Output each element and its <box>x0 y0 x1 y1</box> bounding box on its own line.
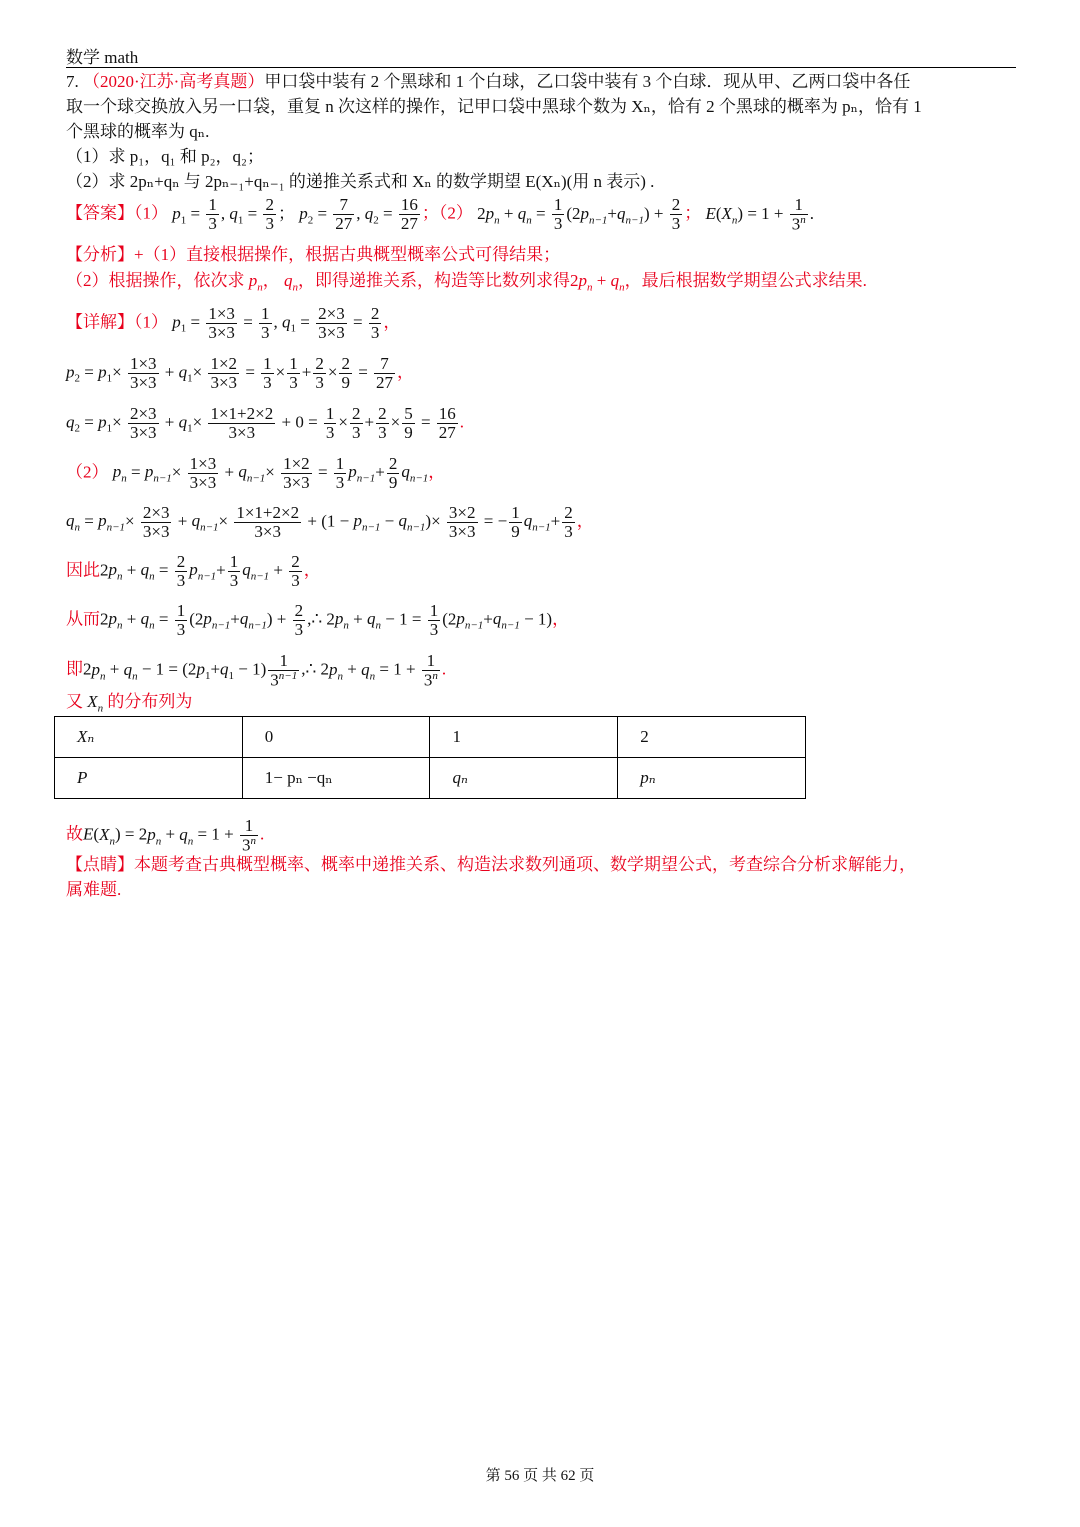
table-cell: pₙ <box>618 758 806 799</box>
dist-intro-a: 又 <box>66 692 83 711</box>
detail-line-7: 从而$2p_n + q_n$ = $\frac{1}{3}$ $(2p_{n-1}+q_{n-1})$ + $\frac{2}{3}$ ,∴ $2p_n + q_n - 1$ = $\frac{1}{3}$ $(2p_{n-1}+q_{n-1} - 1)$， <box>66 601 570 639</box>
table-cell: 1 <box>430 717 618 758</box>
problem-line-3: 个黑球的概率为 qₙ. <box>66 122 210 141</box>
table-row <box>55 758 806 799</box>
table-cell: P <box>55 758 243 799</box>
analysis-tag: 【分析】 <box>66 245 134 264</box>
table-cell: Xₙ <box>55 717 243 758</box>
detail-conclusion: 故$E(X_n) = 2p_n + q_n = 1$ + $\frac{1}{3^n}$ . <box>66 816 265 855</box>
comment-tag: 【点睛】 <box>66 855 134 874</box>
page-header <box>66 43 1016 68</box>
detail-part-2: （2） <box>66 462 109 482</box>
header-title: 数学 math <box>66 48 139 67</box>
detail-line-5: $q_n = p_{n-1}\times$ $\frac{2\times 3}{3\times 3}$ + $q_{n-1}\times$ $\frac{1\times 1+2\times 2}{3\times 3}$ + $(1 - p_{n-1} - q_{n-1})\times$ $\frac{3\times 2}{3\times 3}$ = − $\frac{1}{9}$ $q_{n-1}+$ $\frac{2}{3}$ ， <box>66 503 594 541</box>
problem-part-2: （2）求 2pₙ+qₙ 与 2pₙ₋₁+qₙ₋₁ 的递推关系式和 Xₙ 的数学期望 E(Xₙ)(用 n 表示) . <box>66 172 655 191</box>
table-row <box>55 717 806 758</box>
analysis-line-2: （2）根据操作，依次求 $p_n$， $q_n$，即得递推关系，构造等比数列求得$2p_n + q_n$，最后根据数学期望公式求结果. <box>66 271 867 294</box>
comment-line-1 <box>66 853 916 877</box>
conclusion-label: 故 <box>66 824 83 844</box>
detail-line-1: 【详解】（1） $p_1$ = $\frac{1\times 3}{3\times 3}$ = $\frac{1}{3}$ , $q_1$ = $\frac{2\times 3}{3\times 3}$ = $\frac{2}{3}$ ， <box>66 304 401 342</box>
problem-line-2: 取一个球交换放入另一口袋，重复 n 次这样的操作，记甲口袋中黑球个数为 Xₙ，恰有 2 个黑球的概率为 pₙ，恰有 1 <box>66 97 922 116</box>
answer-part-2: ；（2） <box>421 203 473 223</box>
detail-dist-intro: 又 $X_n$ 的分布列为 <box>66 692 193 715</box>
problem-line-1 <box>66 70 910 94</box>
detail-line-6: 因此$2p_n + q_n$ = $\frac{2}{3}$ $p_{n-1}+$ $\frac{1}{3}$ $q_{n-1}$ + $\frac{2}{3}$ ， <box>66 552 321 590</box>
analysis-text-2c: ，最后根据数学期望公式求结果. <box>624 271 867 290</box>
detail-therefore-3: 即 <box>66 659 83 679</box>
detail-line-4: （2） $p_n = p_{n-1}\times$ $\frac{1\times 3}{3\times 3}$ + $q_{n-1}\times$ $\frac{1\times 2}{3\times 3}$ = $\frac{1}{3}$ $p_{n-1}+$ $\frac{2}{9}$ $q_{n-1}$， <box>66 454 446 492</box>
analysis-text-2a: （2）根据操作，依次求 <box>66 271 245 290</box>
answer-part-1: （1） <box>134 203 168 223</box>
detail-therefore-1: 因此 <box>66 560 100 580</box>
table-cell: qₙ <box>430 758 618 799</box>
answer-tag: 【答案】 <box>66 203 134 223</box>
answer-line: 【答案】（1） $p_1$ = $\frac{1}{3}$ , $q_1$ = $\frac{2}{3}$ ； $p_2$ = $\frac{7}{27}$ , $q_2$ = $\frac{16}{27}$ ；（2） $2p_n + q_n$ = $\frac{1}{3}$ $(2p_{n-1}+q_{n-1})$ + $\frac{2}{3}$ ； $E(X_n) = 1$ + $\frac{1}{3^n}$ . <box>66 195 814 234</box>
table-cell: 0 <box>242 717 430 758</box>
detail-part-1: （1） <box>134 312 168 332</box>
analysis-text-2b: ，即得递推关系，构造等比数列求得 <box>298 271 570 290</box>
analysis-line-1 <box>66 243 560 267</box>
problem-number: 7. <box>66 72 79 91</box>
problem-text-1: 甲口袋中装有 2 个黑球和 1 个白球，乙口袋中装有 3 个白球．现从甲、乙两口袋中各任 <box>264 72 911 91</box>
comment-line-2: 属难题. <box>66 880 122 899</box>
table-cell: 1− pₙ −qₙ <box>242 758 430 799</box>
dist-intro-b: 的分布列为 <box>107 692 193 711</box>
problem-part-1: （1）求 p₁，q₁ 和 p₂，q₂； <box>66 147 264 166</box>
analysis-text-1: +（1）直接根据操作，根据古典概型概率公式可得结果； <box>134 245 561 264</box>
problem-source: （2020·江苏·高考真题） <box>83 72 265 91</box>
detail-line-2: $p_2 = p_1\times$ $\frac{1\times 3}{3\times 3}$ + $q_1\times$ $\frac{1\times 2}{3\times 3}$ = $\frac{1}{3}$ × $\frac{1}{3}$ + $\frac{2}{3}$ × $\frac{2}{9}$ = $\frac{7}{27}$ ， <box>66 354 415 392</box>
comment-text-1: 本题考查古典概型概率、概率中递推关系、构造法求数列通项、数学期望公式，考查综合分析求解能力， <box>134 855 916 874</box>
detail-line-8: 即$2p_n + q_n - 1 = (2p_1+q_1 - 1)$ $\frac{1}{3^{n-1}}$ ,∴ $2p_n + q_n = 1$ + $\frac{1}{3^n}$ . <box>66 651 447 690</box>
distribution-table <box>54 716 806 799</box>
table-cell: 2 <box>618 717 806 758</box>
detail-therefore-2: 从而 <box>66 609 100 629</box>
detail-line-3: $q_2 = p_1\times$ $\frac{2\times 3}{3\times 3}$ + $q_1\times$ $\frac{1\times 1+2\times 2}{3\times 3}$ + 0 = $\frac{1}{3}$ × $\frac{2}{3}$ + $\frac{2}{3}$ × $\frac{5}{9}$ = $\frac{16}{27}$ . <box>66 404 465 442</box>
detail-tag: 【详解】 <box>66 312 134 332</box>
page-footer: 第 56 页 共 62 页 <box>485 1468 595 1484</box>
